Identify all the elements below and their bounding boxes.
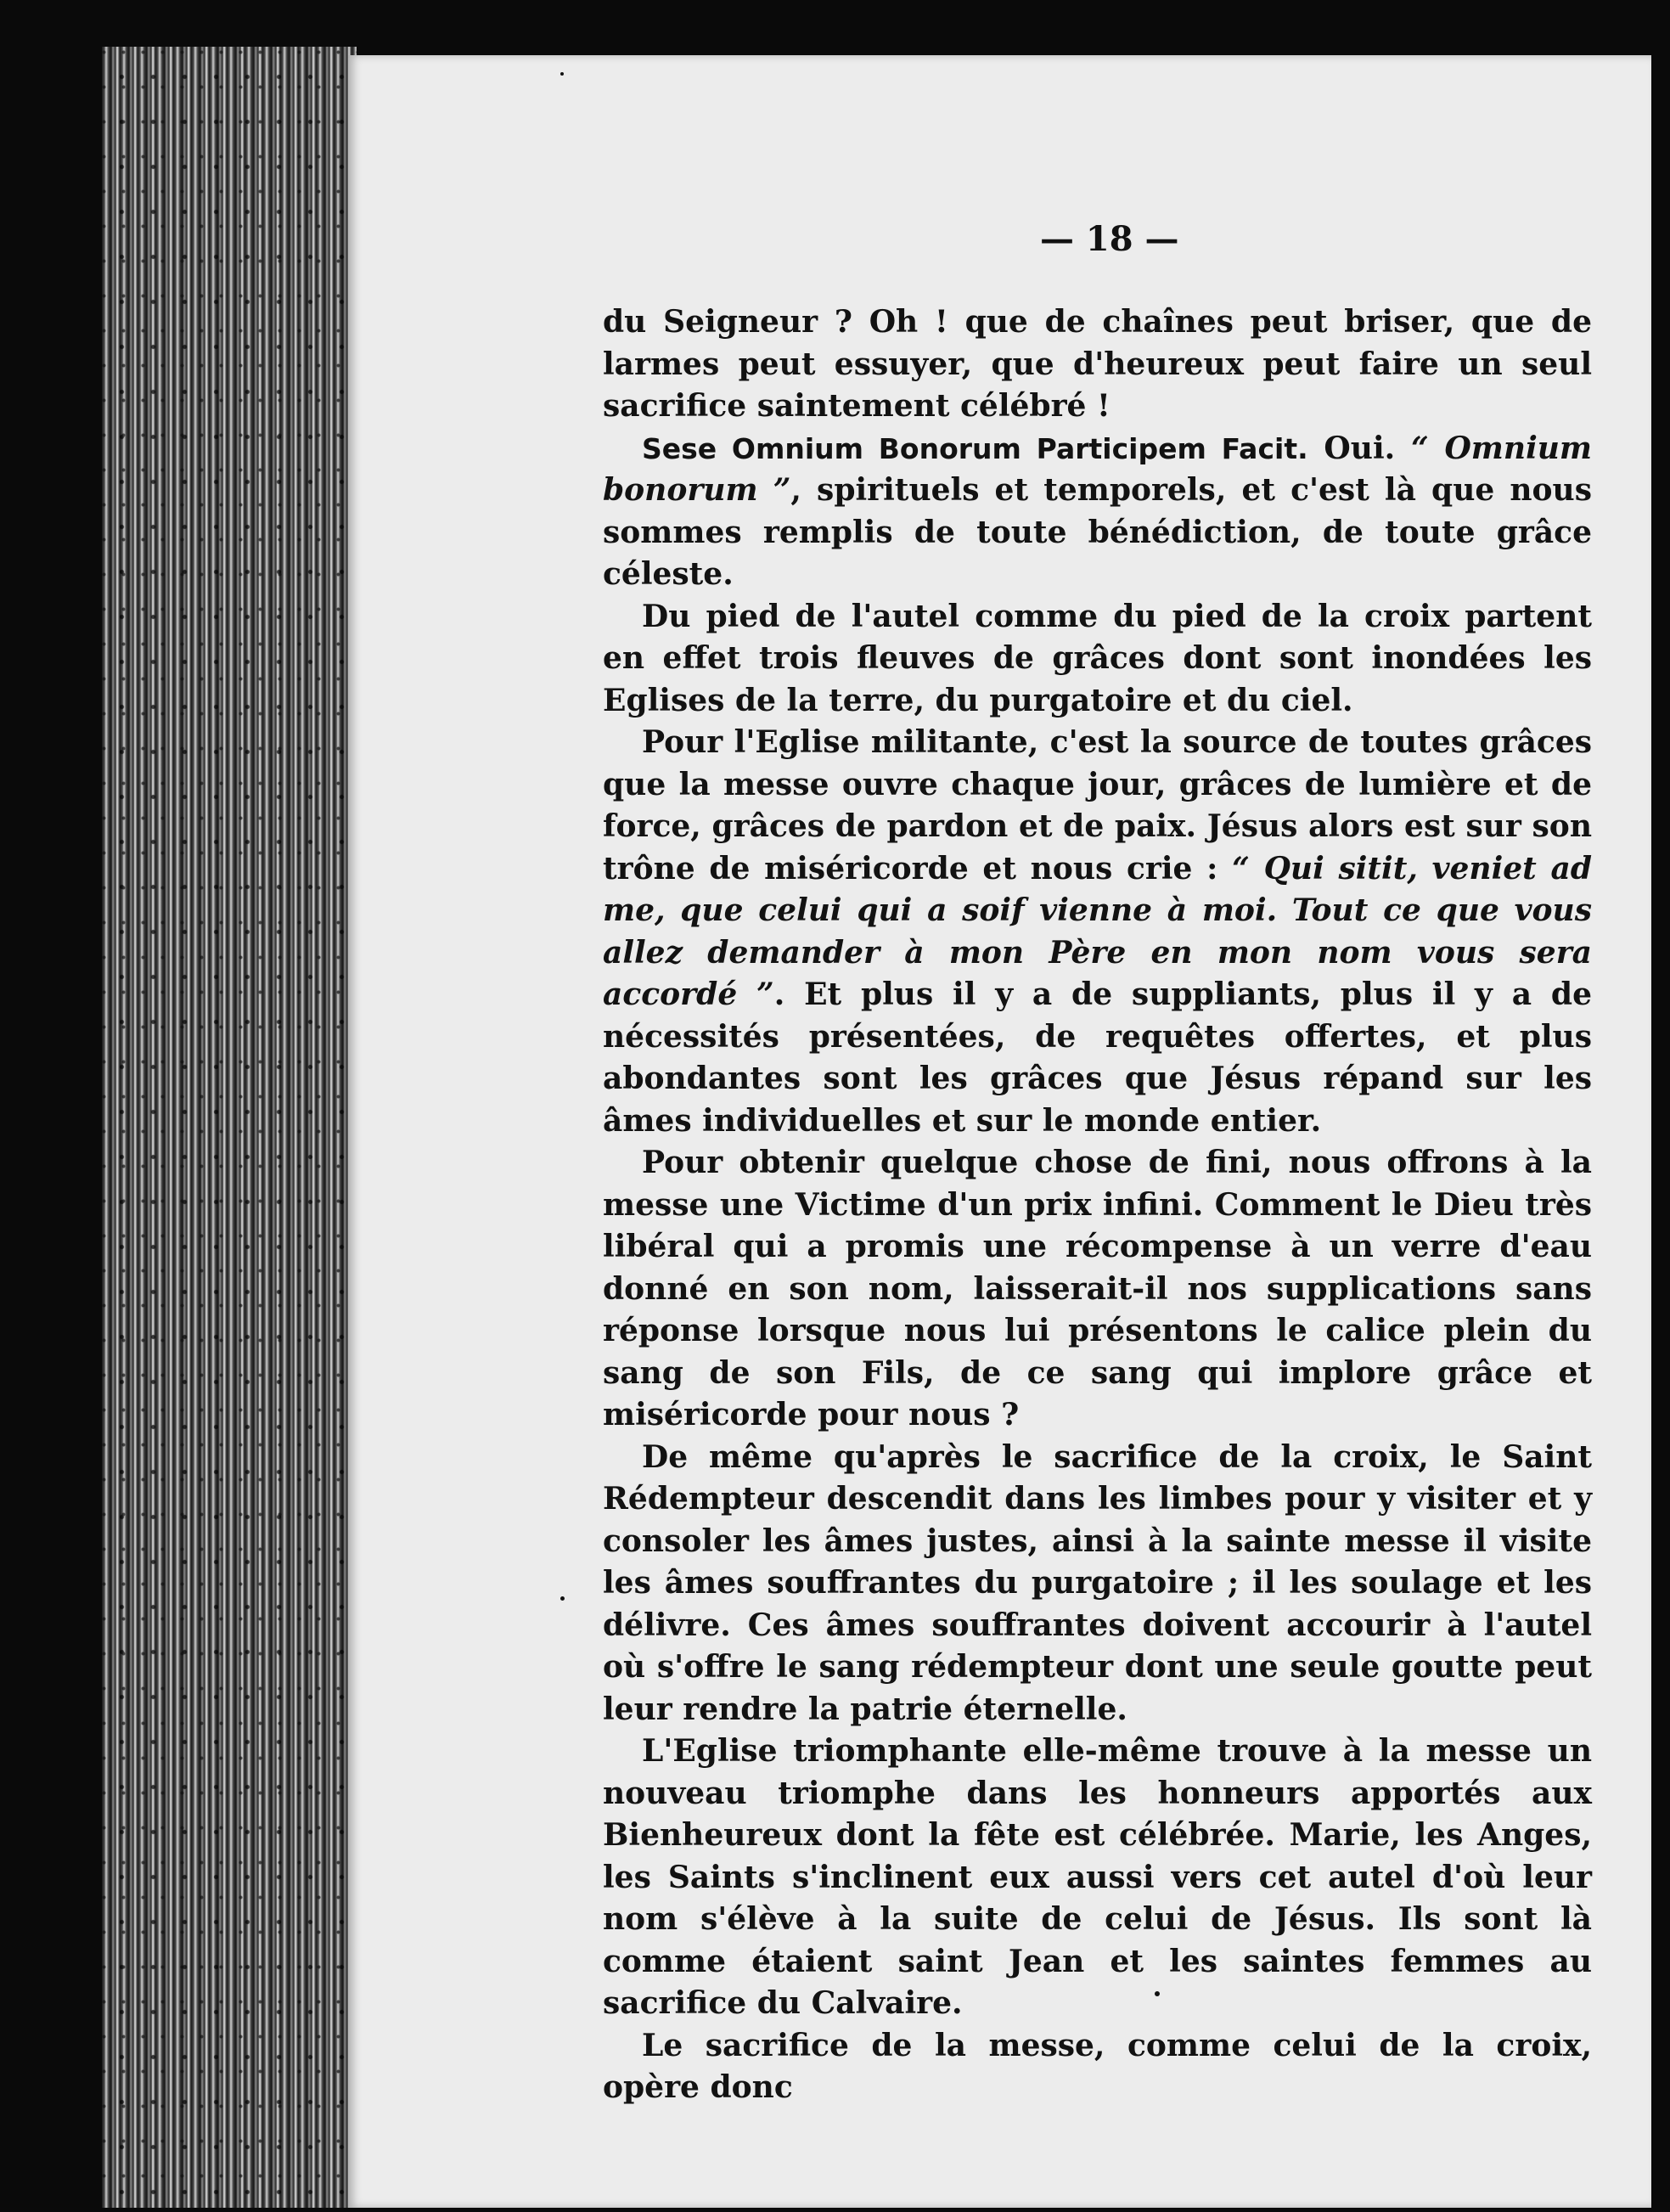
paragraph bbox=[603, 1142, 1592, 1437]
page-edge-specks bbox=[102, 47, 357, 2208]
paragraph-text: Le sacrifice de la messe, comme celui de la croix, opère donc bbox=[603, 2027, 1592, 2105]
paragraph-text: , spirituels et temporels, et c'est là que nous sommes remplis de toute bénédiction, de toute grâce céleste. bbox=[603, 472, 1593, 592]
paragraph-italic: “ Omnium bonorum ” bbox=[603, 430, 1593, 508]
paragraph-text: De même qu'après le sacrifice de la croix, le Saint Rédempteur descendit dans les limbes pour y visiter et y consoler les âmes justes, ainsi à la sainte messe il visite les âmes souffrantes du purgatoire ; il les soulage et les délivre. Ces âmes souffrantes doivent accourir à l'autel où s'offre le sang rédempteur dont une seule goutte peut leur rendre la patrie éternelle. bbox=[603, 1438, 1592, 1727]
paragraph-lead: Sese Omnium Bonorum Participem Facit. bbox=[642, 431, 1308, 465]
paragraph bbox=[603, 1437, 1592, 1731]
paragraph-text: Pour obtenir quelque chose de fini, nous offrons à la messe une Victime d'un prix infini. Comment le Dieu très libéral qui a promis une récompense à un verre d'eau donné en son nom, laisserait-il nos supplications sans réponse lorsque nous lui présentons le calice plein du sang de son Fils, de ce sang qui implore grâce et miséricorde pour nous ? bbox=[603, 1145, 1592, 1432]
body-text bbox=[603, 301, 1592, 2109]
scan-speck bbox=[1155, 1991, 1160, 1996]
paragraph bbox=[603, 722, 1592, 1142]
paragraph bbox=[603, 596, 1592, 723]
paragraph-pre: Oui. bbox=[1307, 430, 1411, 466]
paragraph bbox=[603, 1731, 1592, 2025]
paragraph-text: L'Eglise triomphante elle-même trouve à la messe un nouveau triomphe dans les honneurs apportés aux Bienheureux dont la fête est célébrée. Marie, les Anges, les Saints s'inclinent eux aussi vers cet autel d'où leur nom s'élève à la suite de celui de Jésus. Ils sont là comme étaient saint Jean et les saintes femmes au sacrifice du Calvaire. bbox=[603, 1733, 1592, 2021]
paragraph bbox=[603, 428, 1592, 596]
paragraph bbox=[603, 2025, 1592, 2109]
page-number: — 18 — bbox=[1040, 219, 1179, 259]
paragraph-pre: Pour l'Eglise militante, c'est la source de toutes grâces que la messe ouvre chaque jour, grâces de lumière et de force, grâces de pardon et de paix. Jésus alors est sur son trône de miséricorde et nous crie : bbox=[603, 724, 1592, 886]
scan-speck bbox=[560, 72, 564, 76]
paragraph-italic: “ Qui sitit, veniet ad me, que celui qui a soif vienne à moi. Tout ce que vous allez demander à mon Père en mon nom vous sera accordé ” bbox=[603, 850, 1592, 1012]
scan-speck bbox=[560, 1596, 565, 1601]
paragraph bbox=[603, 301, 1592, 428]
paragraph-text: Du pied de l'autel comme du pied de la croix partent en effet trois fleuves de grâces dont sont inondées les Eglises de la terre, du purgatoire et du ciel. bbox=[603, 598, 1592, 718]
paragraph-text: du Seigneur ? Oh ! que de chaînes peut briser, que de larmes peut essuyer, que d'heureux peut faire un seul sacrifice saintement célébré ! bbox=[603, 304, 1592, 424]
paragraph-text: . Et plus il y a de suppliants, plus il y a de nécessités présentées, de requêtes offertes, et plus abondantes sont les grâces que Jésus répand sur les âmes individuelles et sur le monde entier. bbox=[603, 977, 1592, 1139]
